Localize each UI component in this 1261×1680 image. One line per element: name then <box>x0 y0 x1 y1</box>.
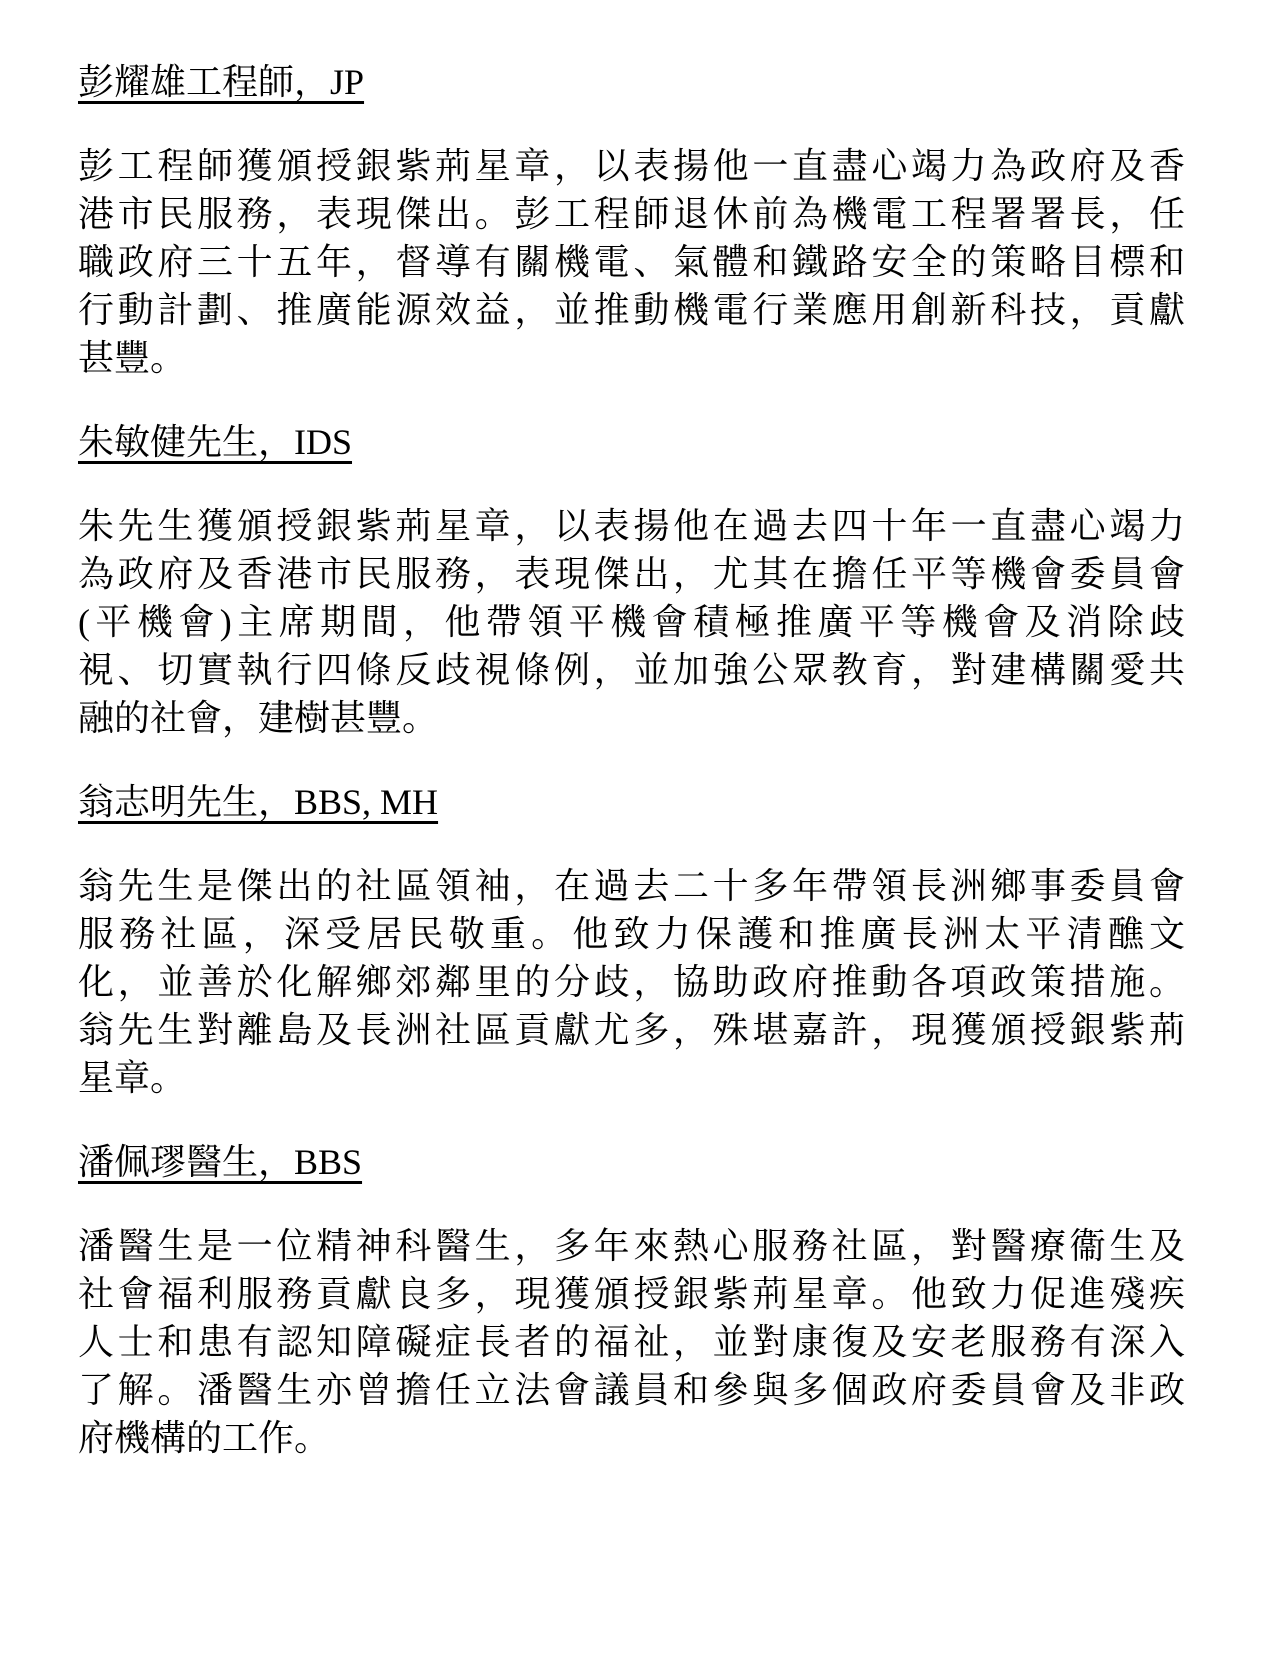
citation-paragraph <box>78 1222 1185 1462</box>
paragraph-line: 朱先生獲頒授銀紫荊星章，以表揚他在過去四十年一直盡心竭力 <box>78 506 1185 546</box>
section-pang-yiu-hung <box>78 58 1185 382</box>
citation-paragraph <box>78 502 1185 742</box>
paragraph-line: 彭工程師獲頒授銀紫荊星章，以表揚他一直盡心竭力為政府及香 <box>78 146 1185 186</box>
section-heading <box>78 1138 1185 1186</box>
honoree-name: 朱敏健先生，IDS <box>78 422 353 462</box>
paragraph-line: (平機會)主席期間，他帶領平機會積極推廣平等機會及消除歧 <box>78 602 1185 642</box>
section-heading <box>78 778 1185 826</box>
paragraph-line: 行動計劃、推廣能源效益，並推動機電行業應用創新科技，貢獻 <box>78 290 1185 330</box>
honoree-name: 彭耀雄工程師，JP <box>78 62 365 102</box>
section-heading <box>78 418 1185 466</box>
citation-paragraph <box>78 862 1185 1102</box>
section-pan-pey-chyou <box>78 1138 1185 1462</box>
paragraph-line: 了解。潘醫生亦曾擔任立法會議員和參與多個政府委員會及非政 <box>78 1370 1185 1410</box>
paragraph-line: 星章。 <box>78 1058 187 1098</box>
paragraph-line: 府機構的工作。 <box>78 1418 331 1458</box>
paragraph-line: 服務社區，深受居民敬重。他致力保護和推廣長洲太平清醮文 <box>78 914 1185 954</box>
citation-paragraph <box>78 142 1185 382</box>
paragraph-line: 融的社會，建樹甚豐。 <box>78 698 439 738</box>
paragraph-line: 為政府及香港市民服務，表現傑出，尤其在擔任平等機會委員會 <box>78 554 1185 594</box>
paragraph-line: 港市民服務，表現傑出。彭工程師退休前為機電工程署署長，任 <box>78 194 1185 234</box>
section-heading <box>78 58 1185 106</box>
honoree-name: 翁志明先生，BBS, MH <box>78 782 439 822</box>
section-chu-man-kin <box>78 418 1185 742</box>
paragraph-line: 潘醫生是一位精神科醫生，多年來熱心服務社區，對醫療衞生及 <box>78 1226 1185 1266</box>
paragraph-line: 社會福利服務貢獻良多，現獲頒授銀紫荊星章。他致力促進殘疾 <box>78 1274 1185 1314</box>
paragraph-line: 人士和患有認知障礙症長者的福祉，並對康復及安老服務有深入 <box>78 1322 1185 1362</box>
paragraph-line: 職政府三十五年，督導有關機電、氣體和鐵路安全的策略目標和 <box>78 242 1185 282</box>
section-yung-chi-ming <box>78 778 1185 1102</box>
paragraph-line: 化，並善於化解鄉郊鄰里的分歧，協助政府推動各項政策措施。 <box>78 962 1185 1002</box>
paragraph-line: 視、切實執行四條反歧視條例，並加強公眾教育，對建構關愛共 <box>78 650 1185 690</box>
honoree-name: 潘佩璆醫生，BBS <box>78 1142 363 1182</box>
paragraph-line: 甚豐。 <box>78 338 187 378</box>
paragraph-line: 翁先生對離島及長洲社區貢獻尤多，殊堪嘉許，現獲頒授銀紫荊 <box>78 1010 1185 1050</box>
paragraph-line: 翁先生是傑出的社區領袖，在過去二十多年帶領長洲鄉事委員會 <box>78 866 1185 906</box>
